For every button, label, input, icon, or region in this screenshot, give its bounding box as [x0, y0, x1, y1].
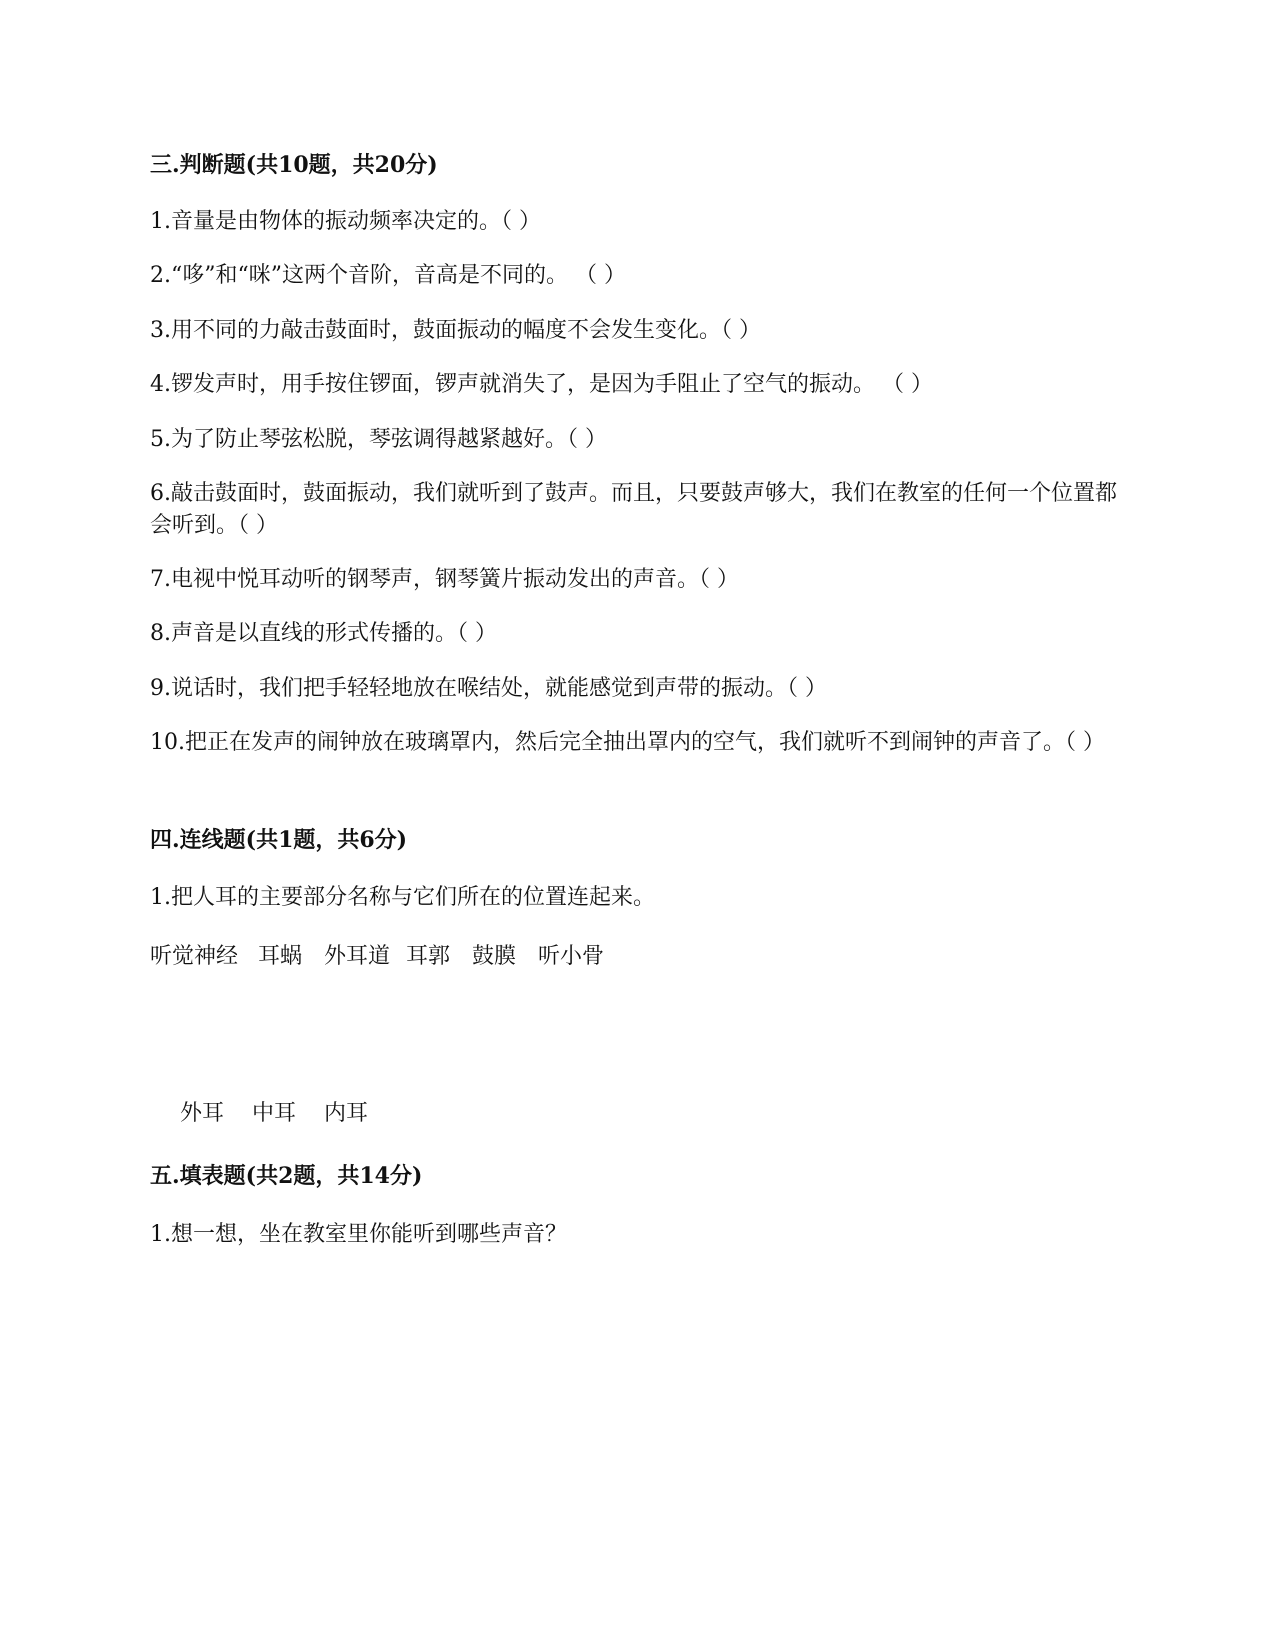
ear-location-term: 中耳	[252, 1101, 297, 1126]
ear-location-term: 内耳	[324, 1101, 369, 1126]
section-3-heading: 三.判断题(共10题，共20分)	[150, 152, 438, 178]
section-5-heading: 五.填表题(共2题，共14分)	[150, 1163, 423, 1189]
judgment-question-6: 6.敲击鼓面时，鼓面振动，我们就听到了鼓声。而且，只要鼓声够大，我们在教室的任何一个位置都会听到。（ ）	[150, 481, 1117, 538]
table-question-1: 1.想一想，坐在教室里你能听到哪些声音？	[150, 1222, 567, 1247]
judgment-question-4: 4.锣发声时，用手按住锣面，锣声就消失了，是因为手阻止了空气的振动。 （ ）	[150, 372, 933, 397]
judgment-question-10: 10.把正在发声的闹钟放在玻璃罩内，然后完全抽出罩内的空气，我们就听不到闹钟的声音了。（ ）	[150, 730, 1105, 755]
ear-part-term: 耳郭	[406, 944, 451, 969]
ear-part-term: 听小骨	[538, 944, 605, 969]
ear-part-term: 鼓膜	[472, 944, 517, 969]
ear-parts-row	[150, 939, 604, 970]
section-4-heading: 四.连线题(共1题，共6分)	[150, 827, 408, 853]
matching-question-1: 1.把人耳的主要部分名称与它们所在的位置连起来。	[150, 885, 655, 910]
judgment-question-9: 9.说话时，我们把手轻轻地放在喉结处，就能感觉到声带的振动。（ ）	[150, 676, 827, 701]
ear-part-term: 外耳道	[324, 944, 391, 969]
judgment-question-7: 7.电视中悦耳动听的钢琴声，钢琴簧片振动发出的声音。（ ）	[150, 567, 739, 592]
ear-locations-row	[180, 1096, 368, 1127]
judgment-question-2: 2.“哆”和“咪”这两个音阶，音高是不同的。 （ ）	[150, 263, 626, 288]
judgment-question-1: 1.音量是由物体的振动频率决定的。（ ）	[150, 209, 541, 234]
judgment-question-5: 5.为了防止琴弦松脱，琴弦调得越紧越好。（ ）	[150, 427, 607, 452]
ear-part-term: 听觉神经	[150, 944, 239, 969]
ear-location-term: 外耳	[180, 1101, 225, 1126]
exam-page	[150, 0, 1125, 1650]
judgment-question-3: 3.用不同的力敲击鼓面时，鼓面振动的幅度不会发生变化。（ ）	[150, 318, 761, 343]
ear-part-term: 耳蜗	[258, 944, 303, 969]
judgment-question-8: 8.声音是以直线的形式传播的。（ ）	[150, 621, 497, 646]
